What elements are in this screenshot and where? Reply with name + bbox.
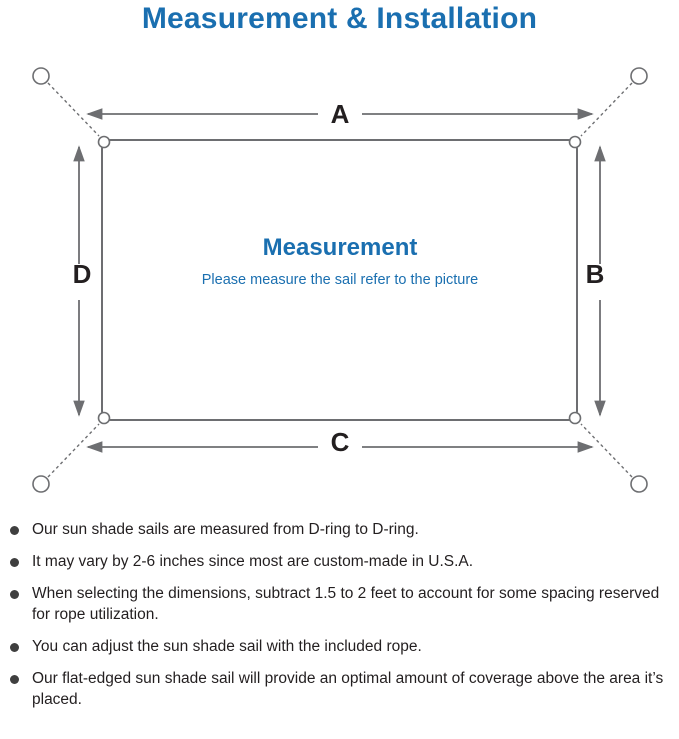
- list-item: [0, 637, 679, 658]
- note-text: You can adjust the sun shade sail with the included rope.: [32, 637, 422, 655]
- diagram-center-subtitle: Please measure the sail refer to the picture: [201, 272, 479, 288]
- notes-list: [0, 520, 679, 721]
- rope-bottom-right: [581, 424, 632, 477]
- rope-top-right: [581, 83, 632, 136]
- bullet-icon: [10, 590, 19, 599]
- rope-top-left: [48, 83, 99, 136]
- dimension-label-c: C: [330, 427, 350, 457]
- diagram-center-title: Measurement: [262, 234, 418, 261]
- rope-bottom-left: [48, 424, 99, 477]
- bullet-icon: [10, 526, 19, 535]
- measurement-diagram: [0, 44, 679, 514]
- dimension-label-a: A: [330, 99, 350, 129]
- dimension-label-d: D: [72, 259, 92, 289]
- note-text: It may vary by 2-6 inches since most are custom-made in U.S.A.: [32, 552, 474, 570]
- page-title: Measurement & Installation: [141, 2, 538, 35]
- list-item: [0, 520, 679, 541]
- list-item: [0, 584, 679, 626]
- bullet-icon: [10, 558, 19, 567]
- note-text: Our sun shade sails are measured from D-ring to D-ring.: [32, 521, 419, 538]
- list-item: [0, 669, 679, 711]
- sail-corner-ring-top-right: [570, 137, 581, 148]
- anchor-point-bottom-left: [33, 476, 49, 492]
- anchor-point-top-left: [33, 68, 49, 84]
- list-item: [0, 552, 679, 573]
- bullet-icon: [10, 643, 19, 652]
- sail-corner-ring-bottom-right: [570, 413, 581, 424]
- dimension-label-b: B: [585, 259, 605, 289]
- bullet-icon: [10, 675, 19, 684]
- note-text: When selecting the dimensions, subtract 1.5 to 2 feet to account for some spacing reserved for rope utilization.: [32, 584, 660, 623]
- anchor-point-top-right: [631, 68, 647, 84]
- note-text: Our flat-edged sun shade sail will provide an optimal amount of coverage above the area it’s placed.: [32, 669, 664, 708]
- anchor-point-bottom-right: [631, 476, 647, 492]
- sail-corner-ring-top-left: [99, 137, 110, 148]
- sail-corner-ring-bottom-left: [99, 413, 110, 424]
